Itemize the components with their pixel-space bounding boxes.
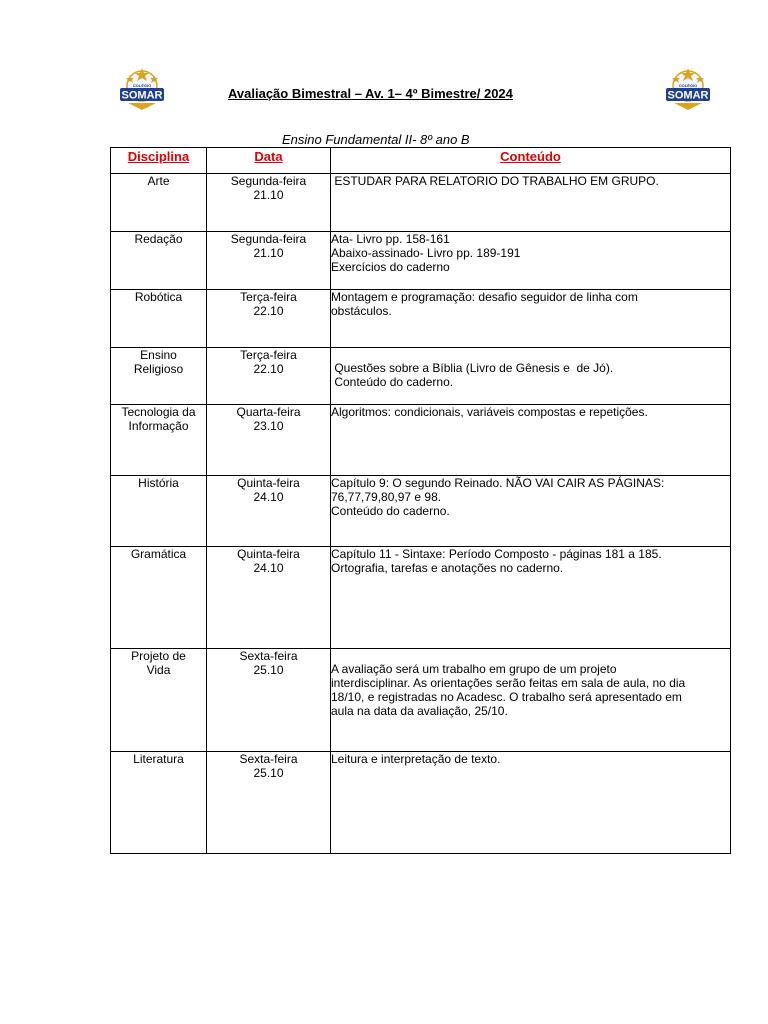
disciplina-text: Redação: [134, 232, 183, 246]
svg-text:SOMAR: SOMAR: [121, 89, 163, 102]
conteudo-line: Conteúdo do caderno.: [331, 375, 454, 389]
conteudo-line: Abaixo-assinado- Livro pp. 189-191: [331, 246, 521, 260]
conteudo-line: 18/10, e registradas no Acadesc. O trabalho será apresentado em: [331, 690, 682, 704]
conteudo-line: Leitura e interpretação de texto.: [331, 752, 501, 766]
conteudo-line: A avaliação será um trabalho em grupo de um projeto: [331, 662, 617, 676]
page-subtitle: Ensino Fundamental II- 8º ano B: [282, 132, 470, 147]
conteudo-cell: [331, 752, 731, 854]
data-cell: [207, 348, 331, 405]
disciplina-cell: [111, 547, 207, 649]
table-row: [111, 232, 731, 290]
conteudo-cell: [331, 547, 731, 649]
disciplina-cell: [111, 174, 207, 232]
data-cell: [207, 290, 331, 348]
disciplina-cell: [111, 290, 207, 348]
weekday-text: Sexta-feira: [239, 752, 298, 766]
disciplina-text: Robótica: [134, 290, 183, 304]
date-text: 22.10: [253, 362, 284, 376]
weekday-text: Quinta-feira: [237, 547, 300, 561]
svg-text:COLÉGIO: COLÉGIO: [678, 83, 698, 88]
data-cell: [207, 547, 331, 649]
date-text: 24.10: [253, 561, 284, 575]
conteudo-cell: [331, 649, 731, 752]
weekday-text: Quinta-feira: [237, 476, 300, 490]
conteudo-cell: [331, 290, 731, 348]
conteudo-line: Capítulo 9: O segundo Reinado. NÃO VAI CAIR AS PÁGINAS:: [331, 476, 665, 490]
table-header-row: [111, 148, 731, 174]
schedule-table: [110, 147, 731, 854]
weekday-text: Segunda-feira: [230, 232, 307, 246]
disciplina-text: Tecnologia da: [121, 405, 196, 419]
disciplina-text: Literatura: [133, 752, 184, 766]
table-row: [111, 174, 731, 232]
date-text: 25.10: [253, 766, 284, 780]
conteudo-cell: [331, 232, 731, 290]
weekday-text: Segunda-feira: [230, 174, 307, 188]
table-row: [111, 752, 731, 854]
date-text: 25.10: [253, 663, 284, 677]
conteudo-line: Capítulo 11 - Sintaxe: Período Composto - páginas 181 a 185.: [331, 547, 662, 561]
disciplina-text: Arte: [147, 174, 170, 188]
conteudo-line: Questões sobre a Bíblia (Livro de Gênesis e de Jó).: [331, 361, 614, 375]
page-title: Avaliação Bimestral – Av. 1– 4º Bimestre/ 2024: [228, 86, 513, 101]
date-text: 22.10: [253, 304, 284, 318]
weekday-text: Quarta-feira: [236, 405, 301, 419]
conteudo-line: obstáculos.: [331, 304, 392, 318]
data-cell: [207, 232, 331, 290]
table-row: [111, 476, 731, 547]
conteudo-cell: [331, 405, 731, 476]
conteudo-line: Exercícios do caderno: [331, 260, 450, 274]
header-disciplina: Disciplina: [111, 148, 207, 174]
table-row: [111, 348, 731, 405]
data-cell: [207, 649, 331, 752]
weekday-text: Sexta-feira: [239, 649, 298, 663]
date-text: 23.10: [253, 419, 284, 433]
disciplina-cell: [111, 405, 207, 476]
conteudo-cell: [331, 348, 731, 405]
disciplina-cell: [111, 752, 207, 854]
table-row: [111, 649, 731, 752]
header-conteudo: Conteúdo: [331, 148, 731, 174]
conteudo-line: Montagem e programação: desafio seguidor de linha com: [331, 290, 638, 304]
disciplina-text: Religioso: [133, 362, 184, 376]
conteudo-line: 76,77,79,80,97 e 98.: [331, 490, 442, 504]
school-logo-left: [118, 66, 166, 112]
conteudo-line: Ortografia, tarefas e anotações no caderno.: [331, 561, 564, 575]
date-text: 21.10: [253, 246, 284, 260]
weekday-text: Terça-feira: [240, 348, 297, 362]
disciplina-cell: [111, 476, 207, 547]
conteudo-line: Conteúdo do caderno.: [331, 504, 450, 518]
header-data: Data: [207, 148, 331, 174]
data-cell: [207, 752, 331, 854]
table-row: [111, 547, 731, 649]
conteudo-line: Ata- Livro pp. 158-161: [331, 232, 450, 246]
disciplina-text: Ensino: [140, 348, 177, 362]
conteudo-line: Algoritmos: condicionais, variáveis compostas e repetições.: [331, 405, 648, 419]
school-logo-right: [664, 66, 712, 112]
conteudo-line: ESTUDAR PARA RELATORIO DO TRABALHO EM GRUPO.: [331, 174, 659, 188]
disciplina-text: Projeto de: [131, 649, 186, 663]
conteudo-cell: [331, 174, 731, 232]
weekday-text: Terça-feira: [240, 290, 297, 304]
date-text: 21.10: [253, 188, 284, 202]
conteudo-cell: [331, 476, 731, 547]
svg-text:COLÉGIO: COLÉGIO: [132, 83, 152, 88]
disciplina-cell: [111, 232, 207, 290]
table-row: [111, 290, 731, 348]
disciplina-text: História: [138, 476, 179, 490]
disciplina-text: Informação: [128, 419, 189, 433]
data-cell: [207, 174, 331, 232]
svg-text:SOMAR: SOMAR: [667, 89, 709, 102]
conteudo-line: aula na data da avaliação, 25/10.: [331, 704, 508, 718]
date-text: 24.10: [253, 490, 284, 504]
data-cell: [207, 405, 331, 476]
disciplina-text: Gramática: [130, 547, 187, 561]
disciplina-text: Vida: [146, 663, 171, 677]
table-row: [111, 405, 731, 476]
conteudo-line: interdisciplinar. As orientações serão feitas em sala de aula, no dia: [331, 676, 686, 690]
data-cell: [207, 476, 331, 547]
disciplina-cell: [111, 348, 207, 405]
disciplina-cell: [111, 649, 207, 752]
